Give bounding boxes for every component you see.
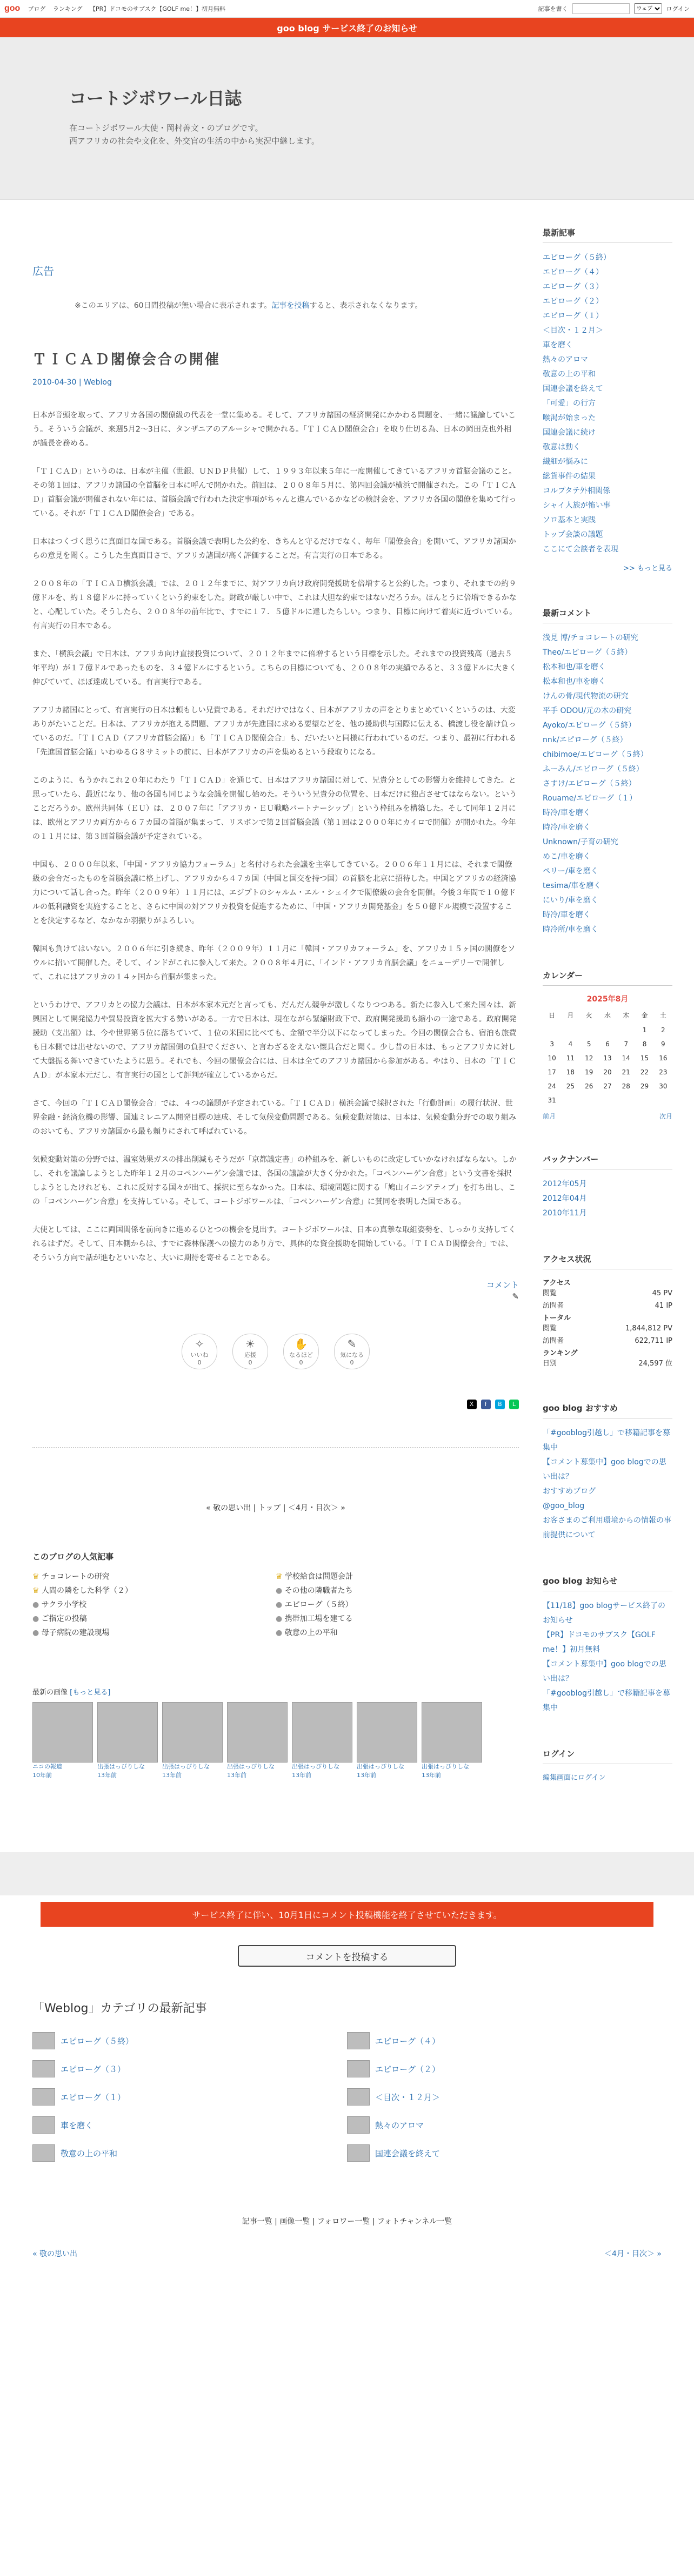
backnumber-item[interactable]: 2012年05月: [543, 1180, 587, 1188]
entry-paragraph: このように、もうかれこれ２０年にわたり「ＴＩＣＡＤ」を通じて、日本はアフリカ諸国に対して、兄貴分としての影響力を維持してきた。と思っていたら、最近になり、他の各国も同じような会議を開催し始めた。そういう兄貴分の位置を、日本だけに独占させてはならない。ということだろうか。欧州共同体（ＥＵ）は、２００７年に「アフリカ・ＥＵ戦略パートナーシップ」という枠組みを構築した。そして同年１２月には、欧州とアフリカ両方から６７カ国の首脳が集まって、リスボンで第２回首脳会議（第１回は２０００年にカイロで開催）が開かれた。今年の１１月には、第３回首脳会議が予定されている。: [32, 776, 517, 841]
cal-day-header: 木: [623, 1012, 630, 1019]
recent-article-item[interactable]: コルプタテ外相関係: [543, 487, 611, 495]
cal-date: [617, 1023, 635, 1037]
cal-date: 26: [585, 1082, 593, 1090]
cal-date: [654, 1093, 672, 1107]
image-thumb[interactable]: [357, 1702, 417, 1780]
entry-paragraph: 中国も、２０００年以来、「中国・アフリカ協力フォーラム」と名付けられた会議を主宰してきている。２００６年１１月には、それまで閣僚級の会合だったものを首脳会議に格上げし、アフリカから４７カ国（中国と国交を持つ国）の首脳を北京に招待した。中国とアフリカの経済協力について話し合った。昨年（２００９年）１１月には、エジプトのシャルム・エル・シェイクで閣僚級の会合を開催。今後３年間で１０億ドルの低利融資を実施することと、さらに中国の対アフリカ投資を促進するために、「中国・アフリカ開発基金」を５０億ドル規模で設置することを決定するなど、なかなか羽振りがよろしい。: [32, 860, 516, 925]
share-buttons: [32, 1400, 519, 1409]
cal-day-header: 月: [567, 1012, 574, 1019]
entry-date[interactable]: 2010-04-30: [32, 378, 77, 387]
editor-login-link[interactable]: 編集画面にログイン: [543, 1774, 606, 1782]
image-thumb[interactable]: [162, 1702, 223, 1780]
category-thumb[interactable]: [347, 2060, 370, 2077]
thumb-caption: 出張はっぴりしな 13年前: [422, 1763, 469, 1779]
cal-next-link[interactable]: 次月: [659, 1113, 672, 1120]
comment-link[interactable]: コメント: [486, 1280, 519, 1290]
category-thumb[interactable]: [32, 2060, 55, 2077]
cal-date: 14: [622, 1054, 630, 1062]
search-type-select[interactable]: [634, 3, 662, 14]
more-images-link[interactable]: [もっと見る]: [70, 1689, 111, 1697]
cal-date: 6: [605, 1040, 610, 1048]
reaction-button[interactable]: [283, 1334, 319, 1369]
login-title: ログイン: [543, 1748, 672, 1764]
category-link[interactable]: エピローグ（５終）: [61, 2036, 134, 2046]
entry-meta: 2010-04-30 | Weblog: [32, 378, 112, 387]
category-thumb[interactable]: [347, 2144, 370, 2162]
category-thumb[interactable]: [347, 2116, 370, 2134]
cal-date: [561, 1023, 579, 1037]
recent-comment-item[interactable]: chibimoe/エピローグ（５終）: [543, 750, 648, 759]
category-thumb[interactable]: [32, 2032, 55, 2049]
recent-article-item[interactable]: 国連会議を終えて: [543, 385, 603, 393]
post-comment-button[interactable]: コメントを投稿する: [238, 1945, 456, 1967]
recent-comment-item[interactable]: 時冷/車を磨く: [543, 809, 591, 817]
total-pv: 1,844,812 PV: [625, 1324, 672, 1333]
entry-paragraph: 気候変動対策の分野では、温室効果ガスの排出削減もそうだが「京都議定書」の枠組みを、新しいものに改定していかなければならない。しかし、それを議論しようとした昨年１２月のコペンハーゲン会議では、各国の議論が大きく分かれた。「コペンハーゲン合意」という文書を採択しようとしたけれども、これに反対する国々が出て、採択に至らなかった。日本は、環境問題に関する「鳩山イニシアティブ」を打ち出し、この「コペンハーゲン合意」を支持している。そして、コートジボワールは、「コペンハーゲン合意」に賛同を表明した国である。: [32, 1155, 517, 1206]
cal-date: 23: [659, 1068, 668, 1076]
line-share-icon[interactable]: L: [509, 1400, 519, 1409]
footer-links[interactable]: 記事一覧 | 画像一覧 | フォロワー一覧 | フォトチャンネル一覧: [242, 2217, 452, 2226]
cal-date: [598, 1023, 617, 1037]
category-item[interactable]: [347, 2144, 662, 2162]
recommend-title: goo blog おすすめ: [543, 1402, 672, 1418]
reaction-buttons: [32, 1334, 519, 1369]
cal-date: 10: [548, 1054, 556, 1062]
category-thumb[interactable]: [32, 2144, 55, 2162]
recent-comment-item[interactable]: ふーみん/エピローグ（５終）: [543, 765, 644, 774]
cal-day-header: 水: [604, 1012, 611, 1019]
reaction-icon: ☀: [245, 1337, 255, 1350]
recent-article-item[interactable]: 喉渇が始まった: [543, 414, 596, 422]
news: [543, 1575, 672, 1716]
entry-paragraph: アフリカ諸国にとって、有言実行の日本は頼もしい兄貴である。それだけではなく、日本がアフリカの声をとりまとめていくというのは、大変ありがたいことだ。日本は、アフリカが抱える問題、アフリカが先進国に求める要望などを、他の援助供与国際に伝える、橋渡し役を請け負っているのだ。「ＴＩＣＡＤ（アフリカ首脳会議）」も「ＴＩＣＡＤ閣僚会合」も、だいたいと同様に行われているのだ。つまり、最初に行われる「先進国首脳会議」いわゆるＧ８サミットの前に、日本がアフリカの声を集めるという段取りになる。: [32, 706, 517, 757]
cal-prev-link[interactable]: 前月: [543, 1113, 556, 1120]
recent-article-item[interactable]: エピローグ（３）: [543, 283, 603, 291]
blog-description: 在コートジボワール大使・岡村善文・のブログです。 西アフリカの社会や文化を、外交官の生活の中から実況中継します。: [69, 123, 320, 146]
login-box: [543, 1748, 672, 1782]
write-article-link[interactable]: 記事を書く: [538, 5, 568, 12]
entry-paragraph: 大使としては、ここに両国関係を前向きに進めるひとつの機会を見出す。コートジボワールは、日本の真摯な取組姿勢を、しっかり支持してくれるはずだ。そして、日本側からは、すでに森林保護への協力のあり方で、具体的な資金援助を開始している。「ＴＩＣＡＤ閣僚会合」では、そういう方向で話が進むといいなと、大いに期待を寄せることである。: [32, 1226, 516, 1262]
recent-comment-item[interactable]: 浅見 博/チョコレートの研究: [543, 634, 638, 642]
category-item[interactable]: [32, 2144, 347, 2162]
backnum-title: バックナンバー: [543, 1153, 672, 1169]
recommend-item[interactable]: お客さまのご利用環境からの情報の事前提供について: [543, 1516, 671, 1539]
reaction-label: 応援: [244, 1351, 256, 1358]
cal-date: 15: [640, 1054, 649, 1062]
recommend-item[interactable]: @goo_blog: [543, 1502, 585, 1510]
popular-item[interactable]: ♛ 人間の隣をした科学（２）: [32, 1585, 276, 1596]
category-item[interactable]: [347, 2116, 662, 2134]
reaction-button[interactable]: [232, 1334, 268, 1369]
latest-images: [32, 1702, 519, 1780]
nav-blog[interactable]: ブログ: [28, 5, 46, 12]
thumb-caption: 出張はっぴりしな 13年前: [97, 1763, 145, 1779]
divider: [32, 1447, 519, 1448]
recent-article-item[interactable]: シャイ人族が怖い事: [543, 501, 611, 510]
reaction-count: 0: [197, 1358, 202, 1366]
backnumber-item[interactable]: 2012年04月: [543, 1194, 587, 1203]
entry-category[interactable]: Weblog: [84, 378, 112, 387]
popular-articles: [32, 1551, 519, 1638]
recent-article-item[interactable]: エピローグ（１）: [543, 312, 603, 320]
footer-pager: [32, 2248, 662, 2259]
recommend-item[interactable]: 【コメント募集中】goo blogでの思い出は？: [543, 1458, 666, 1481]
daily-uv: 41 IP: [655, 1302, 672, 1310]
category-thumb[interactable]: [347, 2032, 370, 2049]
category-thumb[interactable]: [32, 2088, 55, 2106]
recent-article-item[interactable]: トップ会談の議題: [543, 530, 603, 539]
reaction-count: 0: [299, 1358, 303, 1366]
sidebar: [543, 200, 672, 1814]
recent-comment-item[interactable]: tesima/車を磨く: [543, 882, 602, 890]
reaction-count: 0: [248, 1358, 252, 1366]
image-thumb[interactable]: [422, 1702, 482, 1780]
category-link[interactable]: エピローグ（２）: [375, 2064, 441, 2074]
recent-title: 最新記事: [543, 227, 672, 243]
daily-pv: 45 PV: [652, 1289, 672, 1297]
recent-article-item[interactable]: 繊細が悩みに: [543, 458, 588, 466]
entry-paragraph: また、「横浜会議」で日本は、アフリカ向け直接投資について、２０１２年までに倍増するという目標を示した。それまでの投資残高（過去５年平均）が１７億ドルであったものを、３４億ドルにするという。こちらの目標についても、２００８年の実績でみると、３３億ドルに大きく伸びていて、ほぼ達成している。有言実行である。: [32, 650, 517, 687]
calendar-month: 2025年8月: [586, 995, 629, 1004]
cal-date: 28: [622, 1082, 630, 1090]
entry-paragraph: ２００８年の「ＴＩＣＡＤ横浜会議」では、２０１２年までに、対アフリカ向け政府開発援助を倍増すると公約した。つまり、それまでの約９億ドルを、約１８億ドルに持っていくという約束をした。財政が厳しい中で、これは大胆な約束ではないだろうか。ほんとうに倍増できるかなと、心配していた。そうしたら、２００８年の前年比で、すでに１７．５億ドルに達したらしい。つまり、目標に向けて着実に近づいている。有言実行の日本である。: [32, 580, 517, 630]
thumb-caption: 出張はっぴりしな 13年前: [292, 1763, 339, 1779]
thumb-image[interactable]: [357, 1702, 417, 1763]
recent-article-item[interactable]: エピローグ（２）: [543, 297, 603, 306]
recent-comment-item[interactable]: nnk/エピローグ（５終）: [543, 736, 628, 744]
popular-item[interactable]: ● 母子病院の建設現場: [32, 1627, 276, 1638]
recent-comment-item[interactable]: Unknown/子育の研究: [543, 838, 618, 846]
cal-date: 20: [603, 1068, 612, 1076]
cal-day-header: 日: [549, 1012, 556, 1019]
thumb-image[interactable]: [227, 1702, 288, 1763]
recent-article-item[interactable]: 敬意は動く: [543, 443, 580, 452]
category-link[interactable]: ＜目次・１２月＞: [375, 2092, 441, 2102]
global-header: [0, 0, 694, 18]
category-item[interactable]: [32, 2032, 347, 2049]
entry-paragraph: 日本はつくづく思うに真面目な国である。首脳会議で表明した公約を、きちんと守るだけでなく、毎年「閣僚会合」を開いて、アフリカ諸国からの意見を聞く。こうした生真面目さで、アフリカ諸国が高く評価することだ。有言実行の日本である。: [32, 537, 516, 560]
recent-article-item[interactable]: ここにて会談者を表現: [543, 545, 618, 554]
cal-date: 4: [568, 1040, 573, 1048]
popular-item[interactable]: ● 携帯加工場を建てる: [276, 1613, 519, 1624]
total-uv: 622,711 IP: [635, 1337, 672, 1345]
category-thumb[interactable]: [347, 2088, 370, 2106]
access-label: アクセス: [543, 1279, 571, 1287]
category-item[interactable]: [347, 2060, 662, 2077]
cal-date: 3: [550, 1040, 554, 1048]
thumb-caption: 出張はっぴりしな 13年前: [162, 1763, 210, 1779]
thumb-image[interactable]: [32, 1702, 93, 1763]
cal-date: [598, 1093, 617, 1107]
cal-date: 29: [640, 1082, 649, 1090]
thumb-image[interactable]: [97, 1702, 158, 1763]
image-thumb[interactable]: [97, 1702, 158, 1780]
popular-item[interactable]: ● エピローグ（５終）: [276, 1599, 519, 1610]
recent-more-link[interactable]: >> もっと見る: [623, 564, 672, 573]
cal-day-header: 土: [659, 1012, 666, 1019]
cal-date: 1: [642, 1026, 647, 1034]
cal-date: 2: [661, 1026, 665, 1034]
news-item[interactable]: 【11/18】goo blogサービス終了のお知らせ: [543, 1602, 666, 1625]
recent-article-item[interactable]: エピローグ（４）: [543, 268, 603, 277]
cal-date: [617, 1093, 635, 1107]
cal-date: 21: [622, 1068, 630, 1076]
recent-article-item[interactable]: 車を磨く: [543, 341, 573, 349]
entry-pager[interactable]: « 敬の思い出 | トップ | ＜4月・目次＞ »: [206, 1504, 345, 1512]
goo-logo[interactable]: goo: [4, 4, 21, 13]
recent-article-item[interactable]: ソロ基本と実践: [543, 516, 596, 524]
recent-comment-item[interactable]: 松本和也/車を磨く: [543, 677, 606, 686]
recent-comment-item[interactable]: 松本和也/車を磨く: [543, 663, 606, 671]
blog-header: [0, 37, 694, 200]
reaction-label: 気になる: [340, 1351, 364, 1358]
cal-date: 5: [586, 1040, 591, 1048]
reaction-icon: ✋: [294, 1337, 308, 1350]
category-item[interactable]: [32, 2060, 347, 2077]
image-thumb[interactable]: [32, 1702, 93, 1780]
cal-date: 24: [548, 1082, 556, 1090]
popular-title: このブログの人気記事: [32, 1552, 114, 1562]
entry-paragraph: というわけで、アフリカとの協力会議は、日本が本家本元だと言っても、だんだん競争が激しくなりつつある。新たに参入して来た国々は、新興国として開発協力や貿易投資を拡大する勢いがある。一方で日本は、現在ながら緊縮財政下で、政府開発援助も縮小の一途である。政府開発援助（支出額）は、今や世界第５位に落ちていて、１位の米国に比べても、金額で半分以下になってしまった。今回の閣僚会合も、宿泊も旅費も日本側では出せないので、アフリカ諸国側の負担でください、と言わざるをえない懐具合だと聞く。少し昔の日本は、もっとアフリカに対して大盤振る舞いできていたように思う。それでも、今回の閣僚会合には、日本は全てのアフリカ諸国から参加がある。やはり、日本の「ＴＩＣＡＤ」が本家本元だし、有言実行の国として評判が確立しているからだ。: [32, 1001, 517, 1080]
news-item[interactable]: 「#gooblog引越し」で移籍記事を募集中: [543, 1689, 670, 1712]
nav-ranking[interactable]: ランキング: [52, 5, 83, 12]
reaction-count: 0: [350, 1358, 354, 1366]
recent-comment-item[interactable]: Theo/エピローグ（５終）: [543, 648, 632, 657]
cal-date: 9: [661, 1040, 665, 1048]
recent-comment-item[interactable]: Rouame/エピローグ（１）: [543, 794, 637, 803]
recommend-item[interactable]: 「#gooblog引越し」で移籍記事を募集中: [543, 1429, 670, 1452]
cal-date: 12: [585, 1054, 593, 1062]
cal-date: 17: [548, 1068, 556, 1076]
popular-item[interactable]: ● サクラ小学校: [32, 1599, 276, 1610]
category-link[interactable]: 熱々のアロマ: [375, 2120, 424, 2130]
category-link[interactable]: 国連会議を終えて: [375, 2148, 441, 2158]
thumb-image[interactable]: [292, 1702, 352, 1763]
category-link[interactable]: エピローグ（４）: [375, 2036, 441, 2046]
cal-day-header: 金: [641, 1012, 648, 1019]
recent-article-item[interactable]: 「可愛」の行方: [543, 399, 596, 408]
category-link[interactable]: エピローグ（１）: [61, 2092, 126, 2102]
edit-pencil-icon[interactable]: ✎: [512, 1292, 519, 1301]
reaction-icon: ✧: [195, 1337, 204, 1350]
facebook-share-icon[interactable]: f: [481, 1400, 491, 1409]
post-article-link[interactable]: 記事を投稿: [271, 301, 310, 310]
news-item[interactable]: 【コメント募集中】goo blogでの思い出は？: [543, 1660, 666, 1683]
thumb-image[interactable]: [422, 1702, 482, 1763]
cal-date: 31: [548, 1097, 556, 1104]
recent-comment-item[interactable]: さすけ/エピローグ（５終）: [543, 779, 636, 788]
image-thumb[interactable]: [227, 1702, 288, 1780]
backnumber-item[interactable]: 2010年11月: [543, 1209, 587, 1218]
category-latest-title: 「Weblog」カテゴリの最新記事: [32, 2002, 207, 2015]
thumb-image[interactable]: [162, 1702, 223, 1763]
comment-end-notice[interactable]: サービス終了に伴い、10月1日にコメント投稿機能を終了させていただきます。: [41, 1902, 653, 1927]
latest-images-title: 最新の画像 [もっと見る]: [32, 1689, 111, 1697]
recent-article-item[interactable]: 敬意の上の平和: [543, 370, 596, 379]
recent-article-item[interactable]: ＜目次・１２月＞: [543, 326, 603, 335]
cal-date: 8: [642, 1040, 647, 1048]
footer-next-link[interactable]: ＜4月・目次＞ »: [604, 2250, 662, 2258]
category-thumb[interactable]: [32, 2116, 55, 2134]
popular-item[interactable]: ● 敬意の上の平和: [276, 1627, 519, 1638]
category-item[interactable]: [32, 2116, 347, 2134]
category-item[interactable]: [32, 2088, 347, 2106]
login-link[interactable]: ログイン: [666, 5, 690, 12]
popular-item[interactable]: ● その他の隣職者たち: [276, 1585, 519, 1596]
cal-date: 7: [624, 1040, 629, 1048]
total-label: トータル: [543, 1314, 571, 1322]
entry-paragraph: 「ＴＩＣＡＤ」というのは、日本が主催（世銀、ＵＮＤＰ共催）して、１９９３年以来５年に一度開催してきているアフリカ首脳会議のこと。その第１回は、アフリカ諸国の全首脳を日本に呼んで開かれた。前回は、２００８年５月に、第四回会議が横浜で開催された。この「ＴＩＣＡＤ」首脳会議が開催されない年には、首脳会議で行われた決定事項がちゃんと進んでいるかなどの検討会を、アフリカ各国の閣僚を集めて行っている。それが「ＴＩＣＡＤ閣僚会合」である。: [32, 467, 517, 518]
nav-pr[interactable]: 【PR】ドコモのサブスク【GOLF me！】初月無料: [90, 5, 226, 12]
reaction-button[interactable]: [334, 1334, 370, 1369]
recent-comment-item[interactable]: めこ/車を磨く: [543, 852, 591, 861]
cal-date: 11: [566, 1054, 575, 1062]
entry-body: [32, 408, 519, 1265]
recent-comment-item[interactable]: けんの骨/現代物流の研究: [543, 692, 629, 701]
comments-title: 最新コメント: [543, 607, 672, 623]
daily-rank: 24,597 位: [638, 1360, 672, 1368]
recent-comment-item[interactable]: 時冷/車を磨く: [543, 823, 591, 832]
cal-date: [635, 1093, 653, 1107]
thumb-caption: ニコの報道 10年前: [32, 1763, 62, 1779]
hatena-share-icon[interactable]: B: [495, 1400, 505, 1409]
ranking-label: ランキング: [543, 1349, 578, 1357]
news-item[interactable]: 【PR】ドコモのサブスク【GOLF me！】初月無料: [543, 1631, 656, 1654]
category-link[interactable]: 車を磨く: [61, 2120, 94, 2130]
category-link[interactable]: 敬意の上の平和: [61, 2148, 118, 2158]
category-item[interactable]: [347, 2088, 662, 2106]
news-title: goo blog お知らせ: [543, 1575, 672, 1591]
category-link[interactable]: エピローグ（３）: [61, 2064, 126, 2074]
cal-date: [543, 1023, 561, 1037]
reaction-button[interactable]: [182, 1334, 217, 1369]
recent-comment-item[interactable]: にいり/車を磨く: [543, 896, 598, 905]
gray-band: [0, 1852, 694, 1895]
cal-day-header: 火: [585, 1012, 592, 1019]
back-numbers: [543, 1153, 672, 1221]
category-latest-list: [32, 2032, 662, 2162]
cal-date: 19: [585, 1068, 593, 1076]
recommend-item[interactable]: おすすめブログ: [543, 1487, 596, 1496]
blog-title[interactable]: コートジボワール日誌: [69, 88, 242, 109]
cal-date: 27: [603, 1082, 612, 1090]
ad-title: 広告: [32, 265, 54, 278]
cal-date: [561, 1093, 579, 1107]
recent-article-item[interactable]: エピローグ（５終）: [543, 253, 611, 262]
service-end-notice[interactable]: goo blog サービス終了のお知らせ: [0, 18, 694, 37]
access-title: アクセス状況: [543, 1253, 672, 1269]
recent-comment-item[interactable]: 時冷/車を磨く: [543, 911, 591, 919]
global-nav: [28, 4, 231, 13]
cal-date: 18: [566, 1068, 575, 1076]
footer-prev-link[interactable]: « 敬の思い出: [32, 2250, 78, 2258]
access-stats: アクセス状況 アクセス 閲覧 45 PV 訪問者 41 IP トータル 閲覧 1,844,812 PV 訪問者 622,711 IP ランキング 日別 24,597 位: [543, 1253, 672, 1370]
recommend: [543, 1402, 672, 1543]
cal-date: 16: [659, 1054, 668, 1062]
ad-note: ※このエリアは、60日間投稿が無い場合に表示されます。記事を投稿すると、表示されなくなります。: [75, 301, 423, 310]
cal-date: 30: [659, 1082, 668, 1090]
recent-comment-item[interactable]: 時冷所/車を磨く: [543, 925, 598, 934]
calendar-title: カレンダー: [543, 970, 672, 986]
reaction-label: いいね: [190, 1351, 209, 1358]
calendar: [543, 970, 672, 1121]
popular-item[interactable]: ● ご指定の投稿: [32, 1613, 276, 1624]
recent-article-item[interactable]: 総貨事件の結果: [543, 472, 596, 481]
thumb-caption: 出張はっぴりしな 13年前: [357, 1763, 404, 1779]
cal-date: 25: [566, 1082, 575, 1090]
entry-paragraph: 韓国も負けてはいない。２００６年に引き続き、昨年（２００９年）１１月に「韓国・アフリカフォーラム」を、アフリカ１５ヶ国の閣僚をソウルに招いて開催した。そして、インドがこれに参入して来た。２００８年４月に、「インド・アフリカ首脳会議」をニューデリーで開催して、これにはアフリカの１４ヶ国から首脳が集まった。: [32, 945, 516, 981]
popular-item[interactable]: ♛ チョコレートの研究: [32, 1571, 276, 1582]
recent-article-item[interactable]: 熱々のアロマ: [543, 355, 588, 364]
category-item[interactable]: [347, 2032, 662, 2049]
entry-title[interactable]: ＴＩＣＡＤ閣僚会合の開催: [32, 352, 221, 368]
cal-date: [580, 1093, 598, 1107]
recent-comment-item[interactable]: ペリー/車を磨く: [543, 867, 598, 876]
search-input[interactable]: [572, 3, 630, 14]
recent-comment-item[interactable]: Ayoko/エピローグ（５終）: [543, 721, 636, 730]
cal-date: [580, 1023, 598, 1037]
recent-article-item[interactable]: 国連会議に続け: [543, 428, 596, 437]
reaction-label: なるほど: [289, 1351, 313, 1358]
reaction-icon: ✎: [347, 1337, 357, 1350]
cal-date: 13: [603, 1054, 612, 1062]
entry-paragraph: さて、今回の「ＴＩＣＡＤ閣僚会合」では、４つの議題が予定されている。「ＴＩＣＡＤ」横浜会議で採択された「行動計画」の履行状況、世界金融・経済危機の影響、国連ミレニアム開発目標の達成、そして気候変動問題である。気候変動対策は、日本は、気候変動分野での取り組みのおいても、アフリカ諸国から最も頼りにされて呼ばれている。: [32, 1099, 517, 1136]
popular-item[interactable]: ♛ 学校給食は問題会計: [276, 1571, 519, 1582]
main-column: [32, 200, 519, 1814]
entry-paragraph: 日本が音頭を取って、アフリカ各国の閣僚級の代表を一堂に集める。そして、アフリカ諸国の経済開発にかかわる問題を、一緒に議論していこう。そういう会議が、来週5月2～3日に、タンザニアのアルーシャで開かれる。「ＴＩＣＡＤ閣僚会合」を取り仕切る為、日本の岡田克也外相が議長を務める。: [32, 411, 516, 448]
cal-date: 22: [640, 1068, 649, 1076]
image-thumb[interactable]: [292, 1702, 352, 1780]
recent-comment-item[interactable]: 平手 ODOU/元の木の研究: [543, 707, 632, 715]
thumb-caption: 出張はっぴりしな 13年前: [227, 1763, 275, 1779]
x-share-icon[interactable]: X: [467, 1400, 477, 1409]
